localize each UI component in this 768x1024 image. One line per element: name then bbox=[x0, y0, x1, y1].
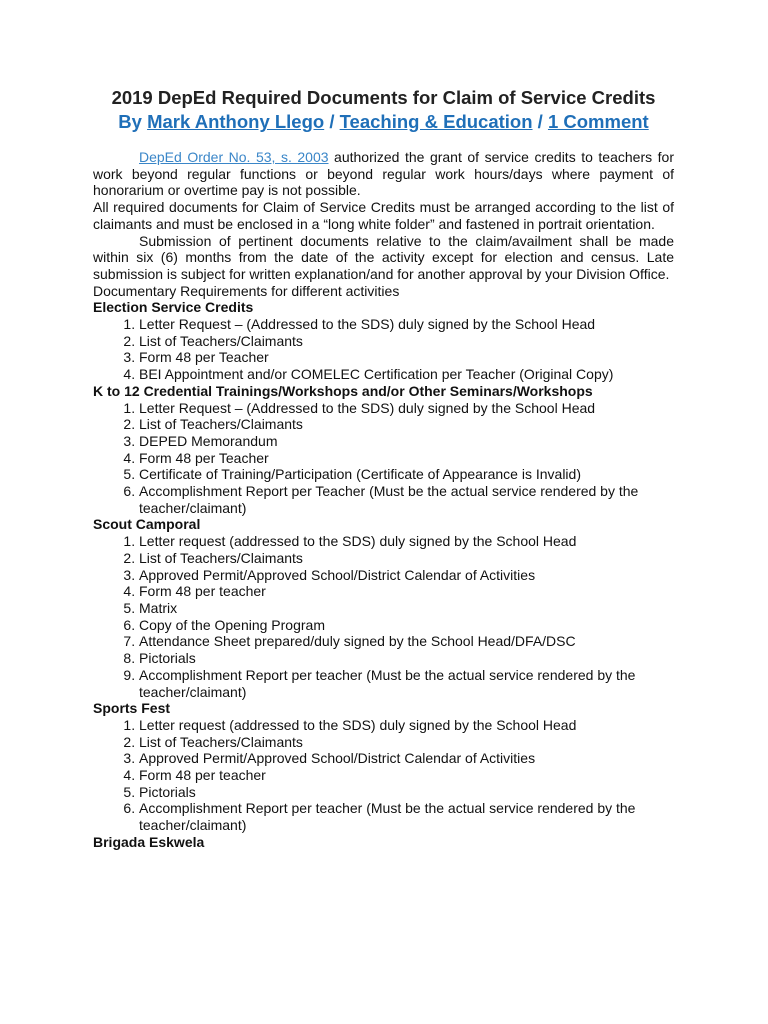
section-k12-trainings bbox=[93, 383, 674, 517]
list-item: 6. Copy of the Opening Program bbox=[139, 617, 674, 634]
author-link[interactable]: Mark Anthony Llego bbox=[147, 111, 325, 132]
section-heading: Scout Camporal bbox=[93, 516, 201, 533]
list-item: 3. Approved Permit/Approved School/District Calendar of Activities bbox=[139, 750, 674, 767]
intro-paragraph-4: Documentary Requirements for different activities bbox=[93, 282, 400, 299]
list-item: 4. Form 48 per Teacher bbox=[139, 450, 674, 467]
section-scout-camporal bbox=[93, 516, 674, 700]
intro-paragraph-2: All required documents for Claim of Service Credits must be arranged according to the list of claimants and must be enclosed in a “long white folder” and fastened in portrait orientation. bbox=[93, 199, 674, 232]
list-item: 5. Certificate of Training/Participation (Certificate of Appearance is Invalid) bbox=[139, 466, 674, 483]
list-item: 1. Letter request (addressed to the SDS) duly signed by the School Head bbox=[139, 533, 674, 550]
list-item: 1. Letter request (addressed to the SDS) duly signed by the School Head bbox=[139, 717, 674, 734]
deped-order-link[interactable]: DepEd Order No. 53, s. 2003 bbox=[139, 149, 329, 165]
list-item: 5. Matrix bbox=[139, 600, 674, 617]
list-item: 6. Accomplishment Report per Teacher (Must be the actual service rendered by the teacher/claimant) bbox=[139, 483, 674, 516]
section-heading: Election Service Credits bbox=[93, 299, 254, 316]
list-item: 1. Letter Request – (Addressed to the SDS) duly signed by the School Head bbox=[139, 400, 674, 417]
requirements-list bbox=[93, 316, 674, 383]
byline-sep-2: / bbox=[532, 111, 548, 132]
intro-paragraph-1-text: authorized the grant of service credits to teachers for work beyond regular functions or beyond regular work hours/days where payment of honorarium or overtime pay is not possible. bbox=[93, 149, 674, 199]
list-item: 3. Form 48 per Teacher bbox=[139, 349, 674, 366]
list-item: 4. Form 48 per teacher bbox=[139, 583, 674, 600]
list-item: 3. DEPED Memorandum bbox=[139, 433, 674, 450]
page-title: 2019 DepEd Required Documents for Claim of Service Credits bbox=[111, 87, 656, 108]
list-item: 2. List of Teachers/Claimants bbox=[139, 550, 674, 567]
intro-paragraph-1 bbox=[93, 149, 674, 199]
list-item: 4. Form 48 per teacher bbox=[139, 767, 674, 784]
section-election bbox=[93, 299, 674, 383]
requirements-list bbox=[93, 533, 674, 700]
list-item: 2. List of Teachers/Claimants bbox=[139, 333, 674, 350]
list-item: 2. List of Teachers/Claimants bbox=[139, 734, 674, 751]
list-item: 5. Pictorials bbox=[139, 784, 674, 801]
section-heading: K to 12 Credential Trainings/Workshops and/or Other Seminars/Workshops bbox=[93, 382, 593, 399]
list-item: 2. List of Teachers/Claimants bbox=[139, 416, 674, 433]
list-item: 1. Letter Request – (Addressed to the SDS) duly signed by the School Head bbox=[139, 316, 674, 333]
requirements-list bbox=[93, 717, 674, 834]
category-link[interactable]: Teaching & Education bbox=[339, 111, 533, 132]
list-item: 8. Pictorials bbox=[139, 650, 674, 667]
byline bbox=[93, 111, 674, 133]
list-item: 6. Accomplishment Report per teacher (Must be the actual service rendered by the teacher/claimant) bbox=[139, 800, 674, 833]
list-item: 7. Attendance Sheet prepared/duly signed by the School Head/DFA/DSC bbox=[139, 633, 674, 650]
byline-prefix: By bbox=[118, 111, 148, 132]
list-item: 9. Accomplishment Report per teacher (Must be the actual service rendered by the teacher/claimant) bbox=[139, 667, 674, 700]
intro-paragraph-3: Submission of pertinent documents relative to the claim/availment shall be made within six (6) months from the date of the activity except for election and census. Late submission is subject for written explanation/and for another approval by your Division Office. bbox=[93, 232, 674, 282]
section-heading-brigada-eskwela: Brigada Eskwela bbox=[93, 833, 205, 850]
section-sports-fest bbox=[93, 700, 674, 834]
byline-sep-1: / bbox=[324, 111, 340, 132]
section-heading: Sports Fest bbox=[93, 700, 171, 717]
list-item: 4. BEI Appointment and/or COMELEC Certification per Teacher (Original Copy) bbox=[139, 366, 674, 383]
list-item: 3. Approved Permit/Approved School/District Calendar of Activities bbox=[139, 567, 674, 584]
requirements-list bbox=[93, 400, 674, 517]
comments-link[interactable]: 1 Comment bbox=[547, 111, 649, 132]
